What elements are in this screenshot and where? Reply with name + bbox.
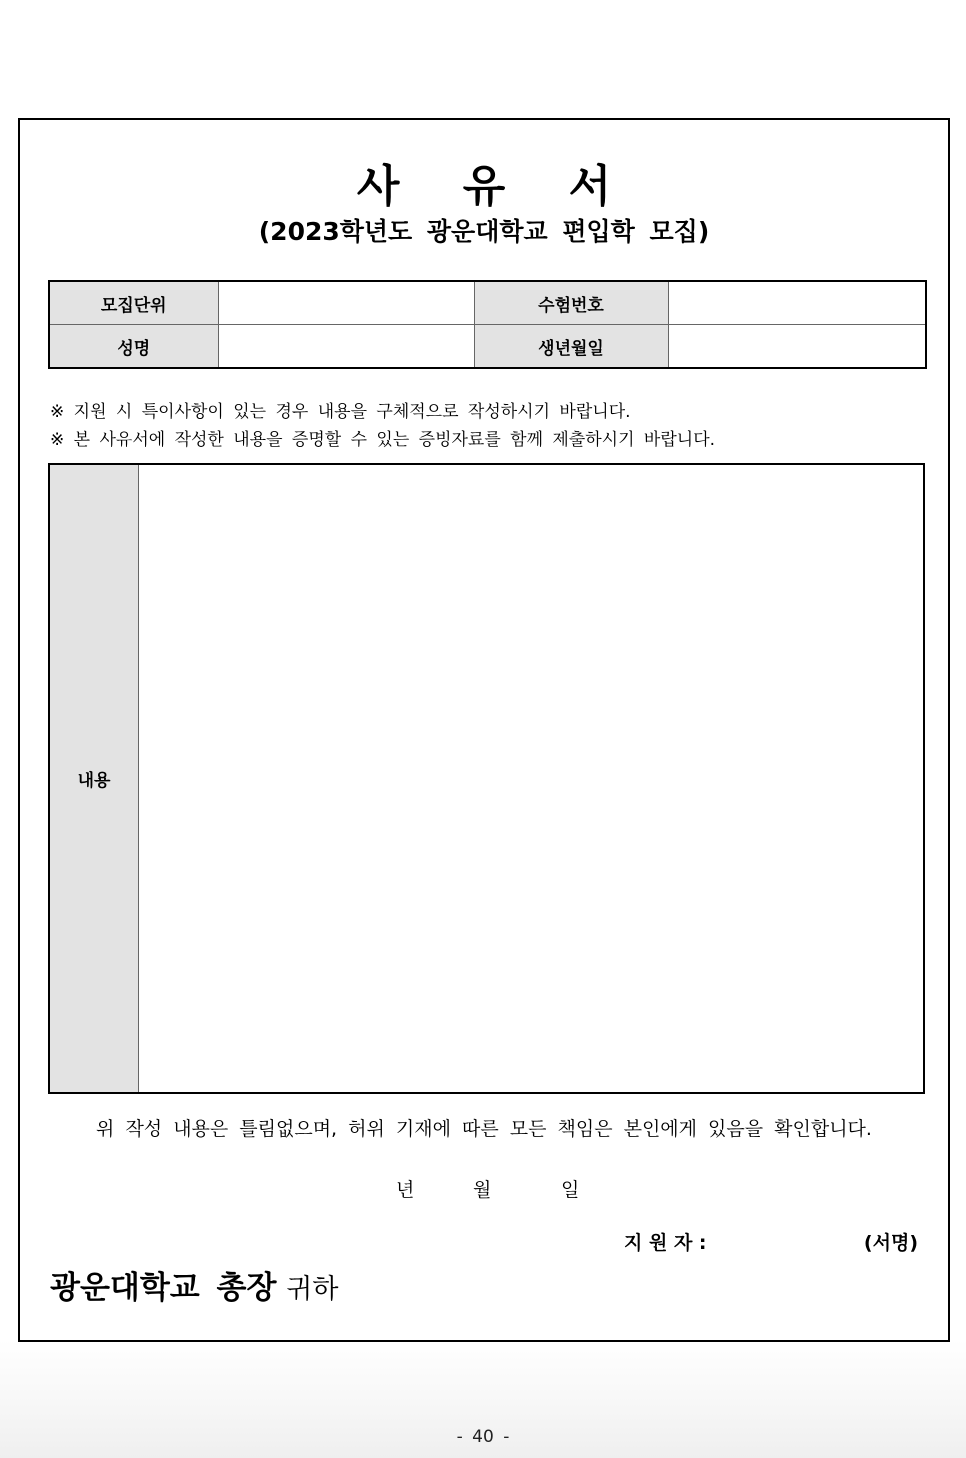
content-text-area[interactable]	[139, 465, 923, 1092]
note-specific-details: ※ 지원 시 특이사항이 있는 경우 내용을 구체적으로 작성하시기 바랍니다.	[50, 402, 631, 422]
signature-label: (서명)	[863, 1232, 918, 1254]
exam-number-label: 수험번호	[474, 281, 668, 325]
content-label: 내용	[50, 465, 139, 1092]
note-supporting-documents: ※ 본 사유서에 작성한 내용을 증명할 수 있는 증빙자료를 함께 제출하시기 바랍니다.	[50, 430, 716, 450]
admission-unit-field[interactable]	[218, 281, 474, 325]
date-year-label: 년	[396, 1179, 415, 1201]
recipient-president: 광운대학교 총장	[50, 1270, 277, 1306]
reason-statement-form	[18, 118, 950, 1342]
recipient-line	[50, 1262, 338, 1307]
table-row	[49, 281, 926, 325]
admission-unit-label: 모집단위	[49, 281, 218, 325]
birthdate-field[interactable]	[668, 325, 926, 369]
name-field[interactable]	[218, 325, 474, 369]
date-month-label: 월	[473, 1179, 492, 1201]
applicant-label: 지 원 자 :	[624, 1232, 707, 1254]
exam-number-field[interactable]	[668, 281, 926, 325]
date-day-label: 일	[561, 1179, 580, 1201]
declaration-statement: 위 작성 내용은 틀림없으며, 허위 기재에 따른 모든 책임은 본인에게 있음을 확인합니다.	[96, 1118, 872, 1140]
birthdate-label: 생년월일	[474, 325, 668, 369]
recipient-honorific: 귀하	[286, 1274, 339, 1305]
content-section	[48, 463, 925, 1094]
document-title: 사 유 서	[356, 161, 636, 212]
name-label: 성명	[49, 325, 218, 369]
document-subtitle: (2023학년도 광운대학교 편입학 모집)	[258, 217, 710, 246]
instruction-notes	[50, 398, 715, 454]
applicant-info-table	[48, 280, 927, 369]
table-row	[49, 325, 926, 369]
page-number: - 40 -	[456, 1427, 510, 1447]
